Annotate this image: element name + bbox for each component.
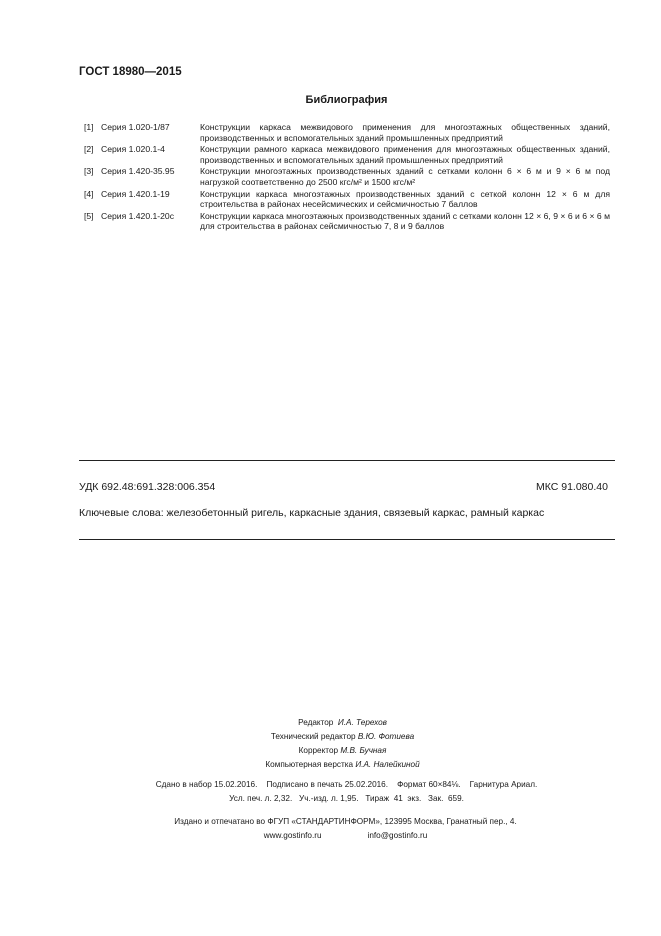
divider-top bbox=[79, 460, 615, 461]
credit-label: Корректор bbox=[298, 746, 339, 755]
publisher-block bbox=[0, 815, 661, 843]
document-code: ГОСТ 18980—2015 bbox=[79, 66, 182, 78]
bibliography-item bbox=[84, 122, 610, 143]
item-series: Серия 1.420.1-20с bbox=[101, 210, 174, 221]
item-number: [1] bbox=[84, 122, 94, 132]
item-series: Серия 1.420.1-19 bbox=[101, 188, 170, 199]
bibliography-item bbox=[84, 211, 610, 232]
item-text: Конструкции каркаса межвидового применения для многоэтажных общественных зданий, производственных и вспомогательных зданий промышленных предприятий bbox=[200, 122, 610, 143]
publisher-links bbox=[0, 829, 661, 843]
publisher-address: Издано и отпечатано во ФГУП «СТАНДАРТИНФОРМ», 123995 Москва, Гранатный пер., 4. bbox=[174, 817, 517, 826]
bibliography-title: Библиография bbox=[305, 94, 388, 106]
bibliography-item bbox=[84, 189, 610, 210]
udk-code: УДК 692.48:691.328:006.354 bbox=[79, 481, 216, 493]
mks-code: МКС 91.080.40 bbox=[536, 481, 608, 493]
item-text: Конструкции каркаса многоэтажных производственных зданий с сетками колонн 12 × 6, 9 × 6 и 6 × 6 м для строительства в районах сейсмичностью 7, 8 и 9 баллов bbox=[200, 210, 610, 232]
item-series: Серия 1.020-1/87 bbox=[101, 122, 170, 132]
credit-label: Технический редактор bbox=[270, 732, 356, 741]
imprint-line-2: Усл. печ. л. 2,32. Уч.-изд. л. 1,95. Тираж 41 экз. Зак. 659. bbox=[229, 793, 464, 803]
item-number: [2] bbox=[84, 144, 94, 155]
item-number: [4] bbox=[84, 188, 94, 199]
bibliography-item bbox=[84, 166, 610, 187]
item-number: [3] bbox=[84, 166, 94, 177]
item-text: Конструкции рамного каркаса межвидового применения для многоэтажных общественных зданий, производственных и вспомогательных зданий промышленных предприятий bbox=[200, 144, 610, 165]
item-number: [5] bbox=[84, 210, 94, 221]
item-text: Конструкции многоэтажных производственных зданий с сетками колонн 6 × 6 м и 9 × 6 м под нагрузкой соответственно до 2500 кгс/м² и 1500 кгс/м² bbox=[200, 166, 610, 187]
credit-label: Редактор bbox=[298, 718, 334, 727]
credit-name: М.В. Бучная bbox=[340, 746, 387, 755]
item-series: Серия 1.020.1-4 bbox=[101, 144, 165, 155]
website-link[interactable]: www.gostinfo.ru bbox=[263, 831, 322, 840]
imprint-block bbox=[0, 778, 661, 805]
bibliography-list bbox=[84, 122, 610, 233]
credit-name: И.А. Терехов bbox=[337, 718, 387, 727]
email-link[interactable]: info@gostinfo.ru bbox=[367, 831, 428, 840]
credit-name: И.А. Налейкиной bbox=[355, 760, 420, 769]
credit-layout bbox=[0, 758, 661, 772]
item-series: Серия 1.420-35.95 bbox=[101, 166, 175, 177]
item-text: Конструкции каркаса многоэтажных производственных зданий с сеткой колонн 12 × 6 м для строительства в районах несейсмических и сейсмичностью 7 баллов bbox=[200, 188, 610, 210]
bibliography-item bbox=[84, 144, 610, 165]
credit-corrector bbox=[0, 744, 661, 758]
credit-name: В.Ю. Фотиева bbox=[357, 732, 415, 741]
keywords: Ключевые слова: железобетонный ригель, каркасные здания, связевый каркас, рамный каркас bbox=[79, 507, 545, 519]
credit-editor bbox=[0, 716, 661, 730]
credits-block bbox=[0, 716, 661, 772]
imprint-line-1: Сдано в набор 15.02.2016. Подписано в печать 25.02.2016. Формат 60×84⅛. Гарнитура Ариал. bbox=[155, 780, 538, 789]
credit-label: Компьютерная верстка bbox=[265, 760, 354, 769]
credit-tech-editor bbox=[0, 730, 661, 744]
divider-bottom bbox=[79, 539, 615, 540]
